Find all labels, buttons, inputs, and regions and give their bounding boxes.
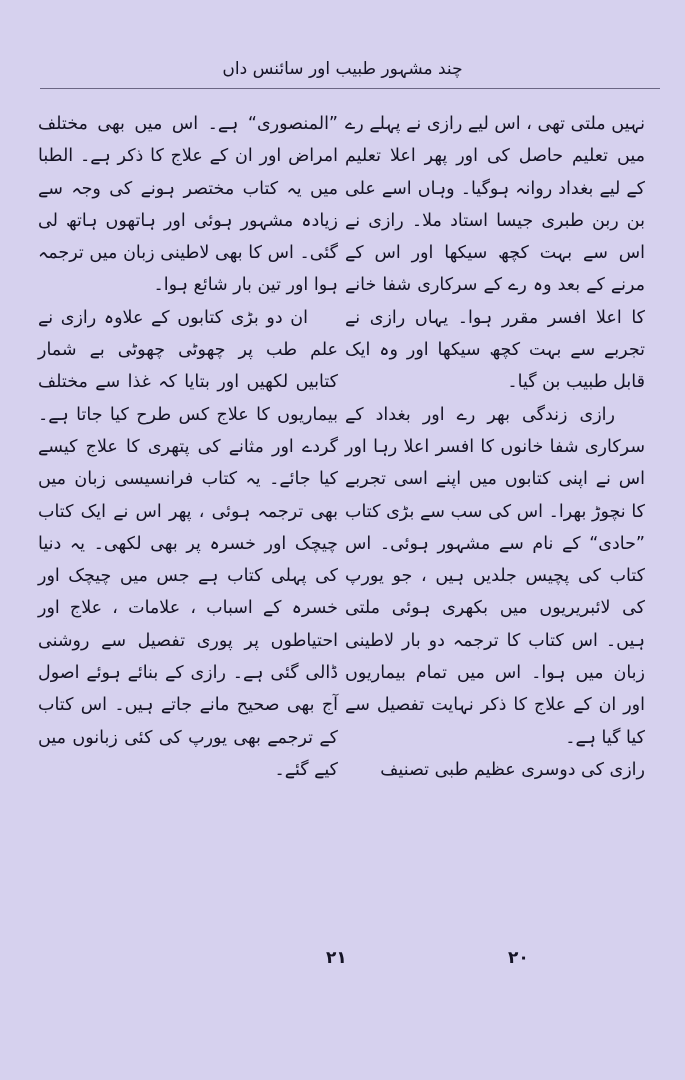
paragraph: ان دو بڑی کتابوں کے علاوہ رازی نے علم طب پر چھوٹی چھوٹی بے شمار کتابیں لکھیں اور بتایا کہ غذا سے مختلف بیماریوں کا علاج کس طرح کیا جاتا ہے۔ گردے اور مثانے کی پتھری کا علاج کیسے کیا جائے۔ یہ کتاب فرانسیسی زبان میں بھی ترجمہ ہوئی ، پھر اس نے ایک کتاب چیچک اور خسرہ پر بھی لکھی۔ یہ دنیا کی پہلی کتاب ہے جس میں چیچک اور خسرہ کے اسباب ، علامات ، علاج اور احتیاطوں پر پوری تفصیل سے روشنی ڈالی گئی ہے۔ رازی کے بنائے ہوئے اصول آج بھی صحیح مانے جاتے ہیں۔ اس کتاب کے ترجمے بھی یورپ کی کئی زبانوں میں کیے گئے۔ [38, 307, 338, 780]
paragraph: رازی کی دوسری عظیم طبی تصنیف [380, 759, 645, 780]
paragraph: رازی زندگی بھر رے اور بغداد کے سرکاری شفا خانوں کا افسر اعلا رہا اور اس نے اپنی کتابوں میں اپنے اسی تجربے کا نچوڑ بھرا۔ اس کی سب سے بڑی کتاب ”حادی“ کے نام سے مشہور ہوئی۔ اس کتاب کی پچیس جلدیں ہیں ، جو یورپ کی لائبریریوں میں بکھری ہوئی ملتی ہیں۔ اس کتاب کا ترجمہ دو بار لاطینی زبان میں ہوا۔ اس میں تمام بیماریوں اور ان کے علاج کا ذکر نہایت تفصیل سے کیا گیا ہے۔ [345, 404, 645, 748]
header-rule [40, 88, 660, 89]
page-number: ۲۱ [326, 948, 347, 968]
left-column [38, 108, 338, 786]
right-column [345, 108, 645, 786]
paragraph: ”المنصوری“ ہے۔ اس میں بھی مختلف امراض اور ان کے علاج کا ذکر ہے۔ الطبا میں یہ کتاب مختصر ہونے کی وجہ سے زیادہ مشہور ہوئی اور ہاتھوں ہاتھ لی گئی۔ اس کا بھی لاطینی زبان میں ترجمہ ہوا اور تین بار شائع ہوا۔ [38, 114, 338, 296]
paragraph: نہیں ملتی تھی ، اس لیے رازی نے پہلے رے میں تعلیم حاصل کی اور پھر اعلا تعلیم کے لیے بغداد روانہ ہوگیا۔ وہاں اسے علی بن ربن طبری جیسا استاد ملا۔ رازی نے اس سے بہت کچھ سیکھا اور اس کے مرنے کے بعد وہ رے کے سرکاری شفا خانے کا اعلا افسر مقرر ہوا۔ یہاں رازی نے تجربے سے بہت کچھ سیکھا اور وہ ایک قابل طبیب بن گیا۔ [345, 114, 645, 393]
running-head: چند مشہور طبیب اور سائنس داں [222, 59, 463, 79]
page-number-alt: ۲۰ [508, 948, 529, 968]
